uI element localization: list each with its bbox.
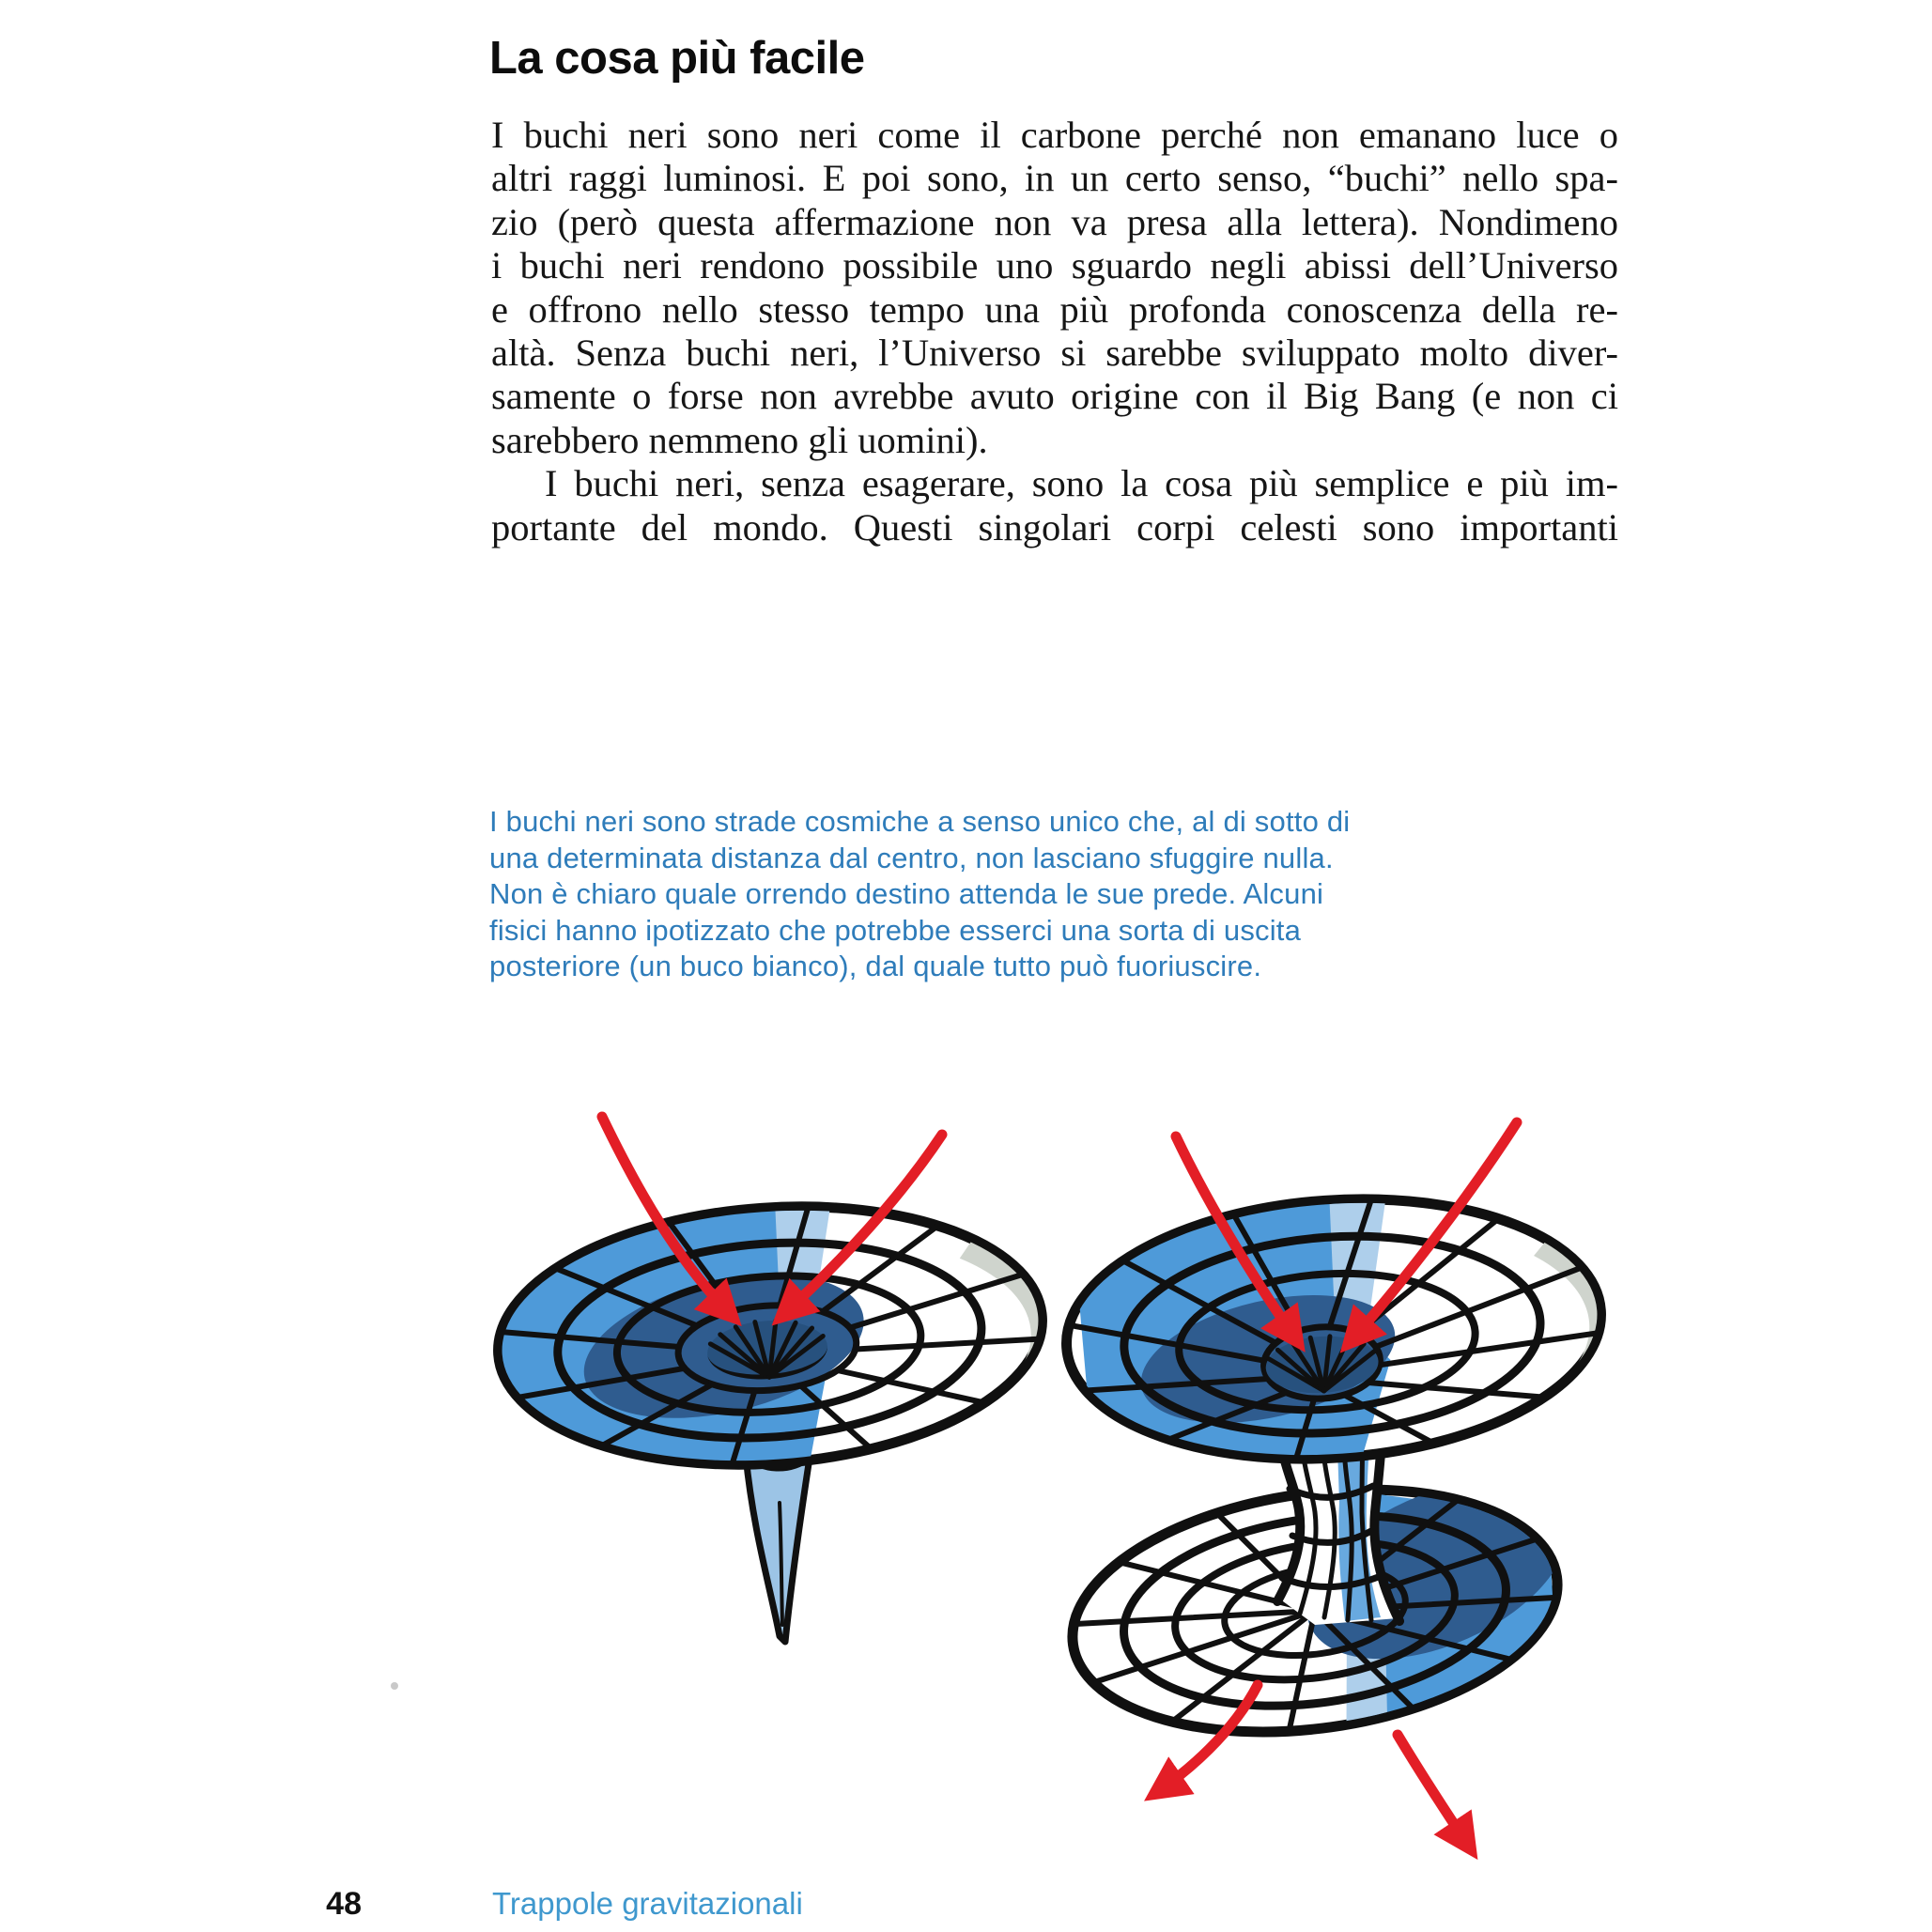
black-hole-funnel [484, 1174, 1051, 1642]
text-line: portante del mondo. Questi singolari corpi celesti sono importanti [491, 505, 1618, 549]
text-line: altri raggi luminosi. E poi sono, in un certo senso, “buchi” nello spa- [491, 157, 1618, 200]
text-line: i buchi neri rendono possibile uno sguardo negli abissi dell’Universo [491, 244, 1618, 287]
text-line: altà. Senza buchi neri, l’Universo si sarebbe sviluppato molto diver- [491, 332, 1618, 375]
text-line: sarebbero nemmeno gli uomini). [491, 418, 988, 461]
text-line: I buchi neri, senza esagerare, sono la cosa più semplice e più im- [545, 462, 1618, 505]
text-line: I buchi neri sono neri come il carbone perché non emanano luce o [491, 114, 1618, 156]
wormhole-diagram [1055, 1174, 1610, 1762]
black-hole-disk [1058, 1174, 1610, 1478]
body-text [491, 114, 1618, 549]
figure-caption [489, 804, 1350, 985]
page-title: La cosa più facile [489, 32, 865, 84]
funnel-spike [746, 1456, 810, 1642]
running-footer: Trappole gravitazionali [492, 1886, 803, 1921]
text-line: posteriore (un buco bianco), dal quale tutto può fuoriuscire. [489, 950, 1262, 983]
page-number: 48 [326, 1886, 362, 1922]
stray-print-dot [391, 1682, 398, 1690]
text-line: Non è chiaro quale orrendo destino attenda le sue prede. Alcuni [489, 877, 1324, 911]
text-line: I buchi neri sono strade cosmiche a senso unico che, al di sotto di [489, 805, 1351, 838]
text-line: samente o forse non avrebbe avuto origine con il Big Bang (e non ci [491, 375, 1618, 418]
text-line: e offrono nello stesso tempo una più profonda conoscenza della re- [491, 287, 1618, 331]
text-line: una determinata distanza dal centro, non lasciano sfuggire nulla. [489, 841, 1334, 874]
spacetime-funnel-figure [357, 1061, 1634, 1911]
black-hole-wormhole-illustration [357, 1061, 1634, 1911]
outflow-arrow-right [1398, 1735, 1469, 1847]
text-line: zio (però questa affermazione non va presa alla lettera). Nondimeno [491, 200, 1618, 243]
text-line: fisici hanno ipotizzato che potrebbe esserci una sorta di uscita [489, 913, 1302, 947]
